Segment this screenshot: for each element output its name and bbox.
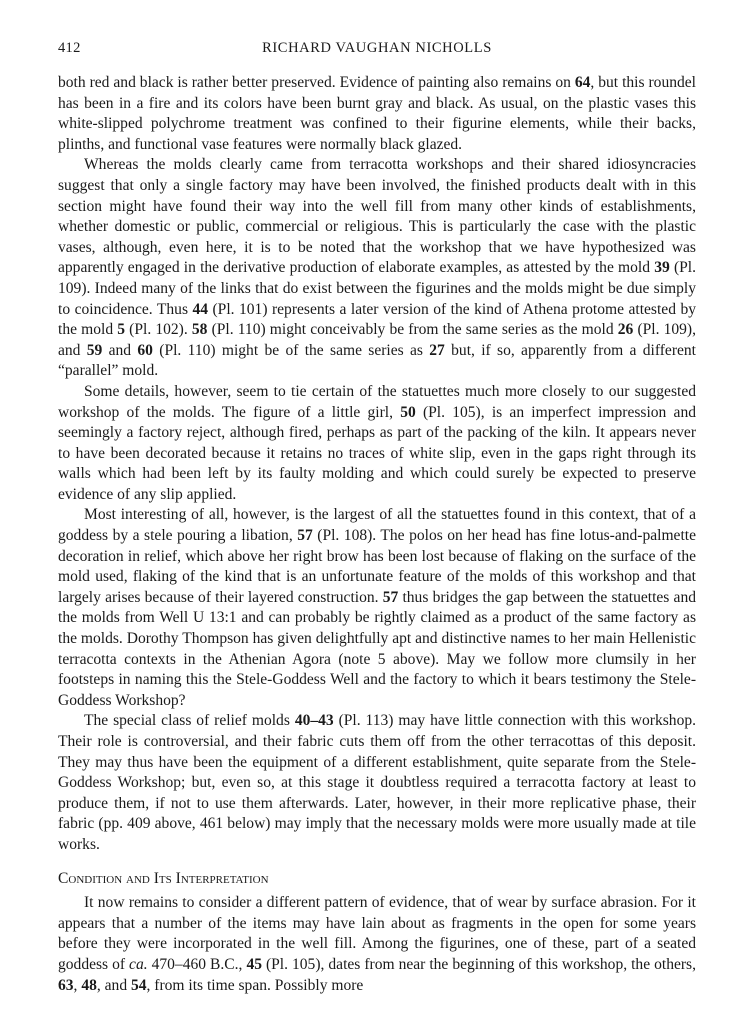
text-run: , (238, 955, 247, 973)
catalogue-number: 60 (137, 341, 153, 359)
section-heading: Condition and Its Interpretation (58, 869, 269, 887)
catalogue-number: 26 (617, 321, 634, 339)
text-run: Whereas the molds clearly came from terracotta workshops and their shared idiosyncracies suggest that only a single factory may have been involved, the finished products dealt with in this section might have found their way into the well fill from many other kinds of establishments, whether domestic or public, commercial or religious. This is particularly the case with the plastic vases, although, even here, it is to be noted that the workshop that we have hypothesized was apparently engaged in the derivative production of elaborate examples, as attested by the mold (58, 156, 696, 277)
small-caps-text: B.C. (210, 955, 239, 973)
catalogue-number: 57 (382, 588, 399, 606)
page-number: 412 (58, 40, 81, 56)
text-run: (Pl. 108). The polos on her head has fine lotus-and-palmette decoration in relief, which above her right brow has been lost because of flaking on the surface of the mold used, flaking of the kind that is an unfortunate feature of the molds of this workshop and that largely arises because of their layered construction. (58, 527, 696, 606)
catalogue-number: 40–43 (294, 712, 334, 730)
text-run: (Pl. 105), is an imperfect impression and seemingly a factory reject, although fired, perhaps as part of the packing of the kiln. It appears never to have been decorated because it retains no traces of white slip, even in the gaps right through its walls which had been left by its faulty molding and which could surely be expected to preserve evidence of any slip applied. (58, 403, 696, 503)
italic-text: ca. (129, 955, 148, 973)
document-page (58, 40, 696, 996)
text-run: (Pl. 109), and (58, 321, 696, 359)
text-run: (Pl. 109). Indeed many of the links that do exist between the figurines and the molds might be due simply to coincidence. Thus (58, 259, 696, 318)
paragraph (58, 505, 696, 711)
paragraph (58, 155, 696, 382)
catalogue-number: 63 (58, 976, 74, 994)
text-run: thus bridges the gap between the statuettes and the molds from Well U 13:1 and can probably be rightly claimed as a product of the same factory as the molds. Dorothy Thompson has given delightfully apt and distinctive names to her main Hellenistic terracotta contexts in the Athenian Agora (note 5 above). May we follow more clumsily in her footsteps in naming this the Stele-Goddess Well and the factory to which it bears testimony the Stele-Goddess Workshop? (58, 588, 696, 709)
catalogue-number: 48 (81, 976, 97, 994)
catalogue-number: 27 (429, 341, 445, 359)
paragraph (58, 711, 696, 855)
text-run: and (102, 341, 138, 359)
text-run: both red and black is rather better preserved. Evidence of painting also remains on (58, 74, 575, 91)
catalogue-number: 58 (191, 321, 208, 339)
text-run: but, if so, apparently from a different “parallel” mold. (58, 341, 696, 380)
running-head: RICHARD VAUGHAN NICHOLLS (262, 40, 492, 56)
catalogue-number: 39 (654, 259, 670, 277)
text-run: (Pl. 110) might conceivably be from the same series as the mold (207, 321, 618, 339)
text-run: , but this roundel has been in a fire and its colors have been burnt gray and black. As usual, on the plastic vases this white-slipped polychrome treatment was confined to their figurine elements, while their backs, plinths, and functional vase features were normally black glazed. (58, 74, 696, 153)
catalogue-number: 59 (86, 341, 103, 359)
paragraph (58, 893, 696, 996)
text-run: , (73, 976, 82, 994)
text-run: Most interesting of all, however, is the largest of all the statuettes found in this context, that of a goddess by a stele pouring a libation, (58, 506, 696, 545)
text-run: (Pl. 113) may have little connection with this workshop. Their role is controversial, and their fabric cuts them off from the other terracottas of this deposit. They may thus have been the equipment of a different establishment, quite separate from the Stele-Goddess Workshop; but, even so, at this stage it doubtless required a terracotta factory at least to produce them, if not to use them afterwards. Later, however, in their more replicative phase, their fabric (pp. 409 above, 461 below) may imply that the necessary molds were more usually made at tile works. (58, 712, 697, 853)
text-run: , and (96, 976, 131, 994)
catalogue-number: 57 (297, 527, 313, 545)
catalogue-number: 45 (246, 955, 262, 973)
text-run: (Pl. 101) represents a later version of the kind of Athena protome attested by the mold (58, 300, 696, 339)
catalogue-number: 50 (400, 403, 416, 421)
catalogue-number: 5 (117, 321, 126, 339)
catalogue-number: 44 (192, 300, 209, 318)
text-run: The special class of relief molds (84, 712, 295, 730)
page-header (58, 40, 696, 62)
paragraph (58, 382, 696, 506)
text-run: It now remains to consider a different pattern of evidence, that of wear by surface abrasion. For it appears that a number of the items may have lain about as fragments in the open for some years before they were incorporated in the well fill. Among the figurines, one of these, part of a seated goddess of (58, 894, 696, 973)
text-run: , from its time span. Possibly more (146, 976, 364, 994)
text-run: (Pl. 110) might be of the same series as (152, 341, 430, 359)
body-text (58, 73, 696, 996)
text-run: (Pl. 105), dates from near the beginning of this workshop, the others, (261, 955, 696, 973)
text-run: 470–460 (147, 955, 211, 973)
text-run: (Pl. 102). (125, 321, 192, 339)
catalogue-number: 54 (130, 976, 147, 994)
catalogue-number: 64 (574, 74, 591, 91)
text-run: Some details, however, seem to tie certain of the statuettes much more closely to our suggested workshop of the molds. The figure of a little girl, (58, 382, 696, 421)
paragraph (58, 73, 696, 155)
